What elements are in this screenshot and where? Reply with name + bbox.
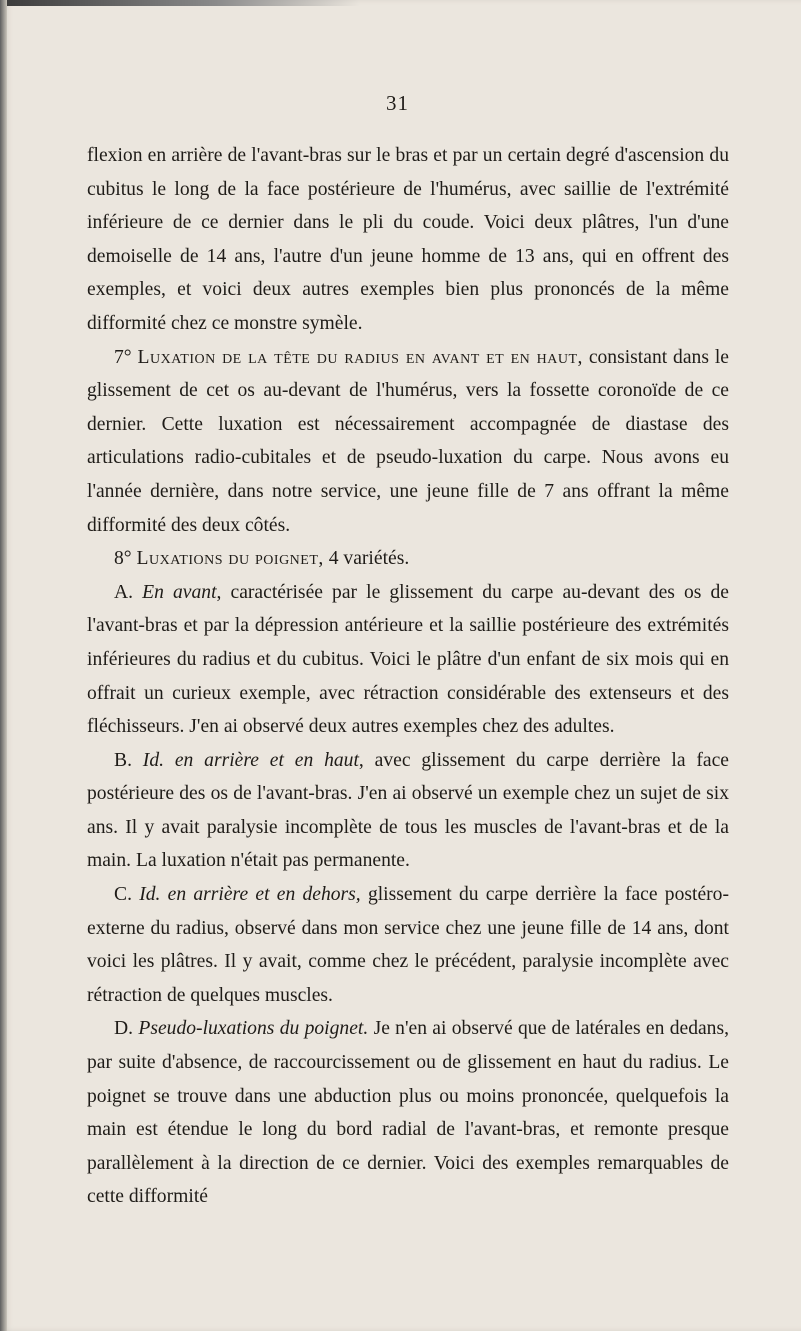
subsection-heading: Id. en arrière et en dehors, [139, 884, 361, 906]
paragraph [87, 576, 729, 744]
text-run: flexion en arrière de l'avant-bras sur le bras et par un certain degré d'ascension du cubitus le long de la face postérieure de l'humérus, avec saillie de l'extrémité inférieure de ce dernier dans le pli du coude. Voici deux plâtres, l'un d'une demoiselle de 14 ans, l'autre d'un jeune homme de 13 ans, qui en offrent des exemples, et voici deux autres exemples bien plus prononcés de la même difformité chez ce monstre symèle. [87, 145, 729, 334]
paragraph [87, 1012, 729, 1214]
page-binding-edge [0, 0, 7, 1331]
paragraph [87, 542, 729, 576]
section-heading: Luxations du poignet, [136, 548, 324, 570]
subsection-heading: En avant [142, 581, 217, 603]
text-run: 8° [114, 548, 137, 570]
text-run: consistant dans le glissement de cet os au-devant de l'humérus, vers la fossette coronoïde de ce dernier. Cette luxation est nécessairement accompagnée de diastase des articulations radio-cubitales et de pseudo-luxation du carpe. Nous avons eu l'année dernière, dans notre service, une jeune fille de 7 ans offrant la même difformité des deux côtés. [87, 346, 729, 536]
text-run: A. [114, 581, 143, 603]
text-run: D. [114, 1018, 139, 1040]
text-run: Je n'en ai observé que de latérales en dedans, par suite d'absence, de raccourcissement ou de glissement en haut du radius. Le poignet se trouve dans une abduction plus ou moins prononcée, quelquefois la main est étendue le long du bord radial de l'avant-bras, et remonte presque parallèlement à la direction de ce dernier. Voici des exemples remarquables de cette difformité [87, 1018, 730, 1208]
text-run: , avec glissement du carpe derrière la face postérieure des os de l'avant-bras. J'en ai observé un exemple chez un sujet de six ans. Il y avait paralysie incomplète de tous les muscles de l'avant-bras et de la main. La luxation n'était pas permanente. [87, 749, 729, 872]
subsection-heading: Pseudo-luxations du poignet. [138, 1018, 369, 1040]
text-run: 4 variétés. [323, 548, 410, 570]
paragraph [87, 878, 729, 1012]
text-run: B. [114, 749, 143, 771]
paragraph [87, 744, 729, 878]
scan-top-shadow [0, 0, 360, 6]
section-heading: Luxation de la tête du radius en avant et en haut, [137, 346, 583, 368]
paragraph [87, 139, 729, 341]
subsection-heading: Id. en arrière et en haut [142, 749, 359, 771]
paragraph [87, 341, 729, 543]
body-text [87, 139, 729, 1214]
text-run: glissement du carpe derrière la face postéro-externe du radius, observé dans mon service chez une jeune fille de 14 ans, dont voici les plâtres. Il y avait, comme chez le précédent, paralysie incomplète avec rétraction de quelques muscles. [87, 884, 729, 1006]
page-number: 31 [386, 91, 409, 115]
text-run: 7° [114, 346, 138, 368]
text-run: C. [114, 884, 140, 906]
text-run: , caractérisée par le glissement du carpe au-devant des os de l'avant-bras et par la dépression antérieure et la saillie postérieure des extrémités inférieures du radius et du cubitus. Voici le plâtre d'un enfant de six mois qui en offrait un curieux exemple, avec rétraction considérable des extenseurs et des fléchisseurs. J'en ai observé deux autres exemples chez des adultes. [87, 581, 729, 738]
